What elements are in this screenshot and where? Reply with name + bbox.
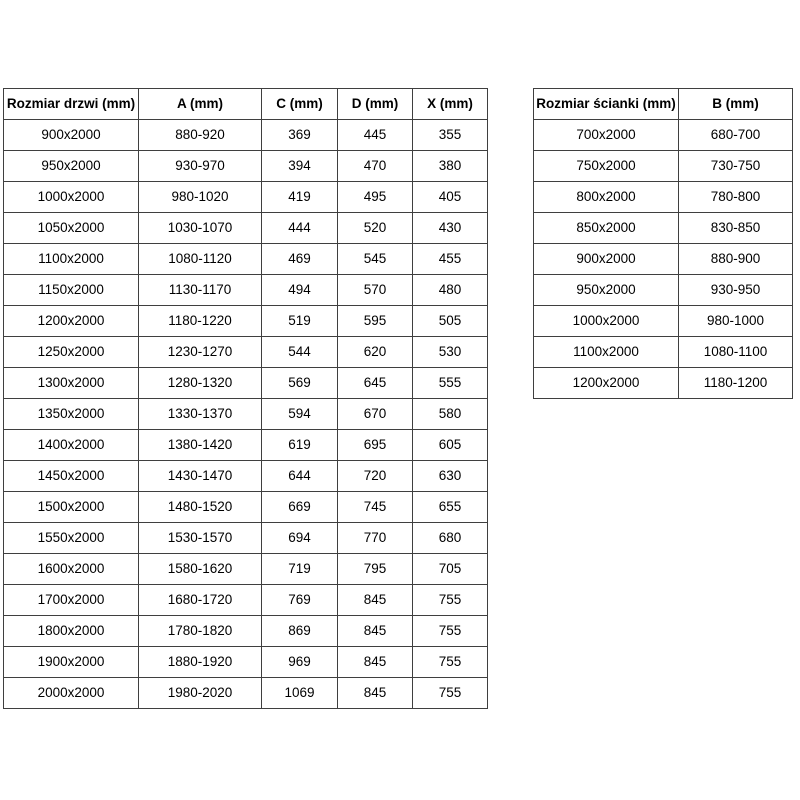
column-header: C (mm) (262, 89, 338, 120)
table-cell: 755 (413, 678, 488, 709)
table-cell: 1350x2000 (4, 399, 139, 430)
table-cell: 755 (413, 585, 488, 616)
table-cell: 419 (262, 182, 338, 213)
table-cell: 900x2000 (534, 244, 679, 275)
table-cell: 1580-1620 (139, 554, 262, 585)
table-row (534, 182, 793, 213)
table-cell: 644 (262, 461, 338, 492)
table-cell: 1400x2000 (4, 430, 139, 461)
table-row (4, 306, 488, 337)
table-cell: 900x2000 (4, 120, 139, 151)
table-cell: 880-920 (139, 120, 262, 151)
table-cell: 519 (262, 306, 338, 337)
table-cell: 850x2000 (534, 213, 679, 244)
table-cell: 1430-1470 (139, 461, 262, 492)
table-cell: 1550x2000 (4, 523, 139, 554)
table-cell: 1250x2000 (4, 337, 139, 368)
table-cell: 494 (262, 275, 338, 306)
table-cell: 355 (413, 120, 488, 151)
table-cell: 770 (338, 523, 413, 554)
table-row (4, 585, 488, 616)
table-cell: 750x2000 (534, 151, 679, 182)
table-cell: 845 (338, 616, 413, 647)
table-cell: 619 (262, 430, 338, 461)
column-header: D (mm) (338, 89, 413, 120)
table-cell: 530 (413, 337, 488, 368)
table-cell: 470 (338, 151, 413, 182)
table-cell: 1000x2000 (4, 182, 139, 213)
table-row (534, 275, 793, 306)
table-cell: 1780-1820 (139, 616, 262, 647)
table-cell: 670 (338, 399, 413, 430)
table-cell: 695 (338, 430, 413, 461)
table-cell: 430 (413, 213, 488, 244)
table-cell: 845 (338, 647, 413, 678)
table-cell: 1530-1570 (139, 523, 262, 554)
table-cell: 980-1020 (139, 182, 262, 213)
table-row (4, 399, 488, 430)
table-cell: 1200x2000 (534, 368, 679, 399)
table-cell: 545 (338, 244, 413, 275)
table-row (534, 244, 793, 275)
table-row (534, 337, 793, 368)
table-row (4, 523, 488, 554)
wall-sizes-table (533, 88, 793, 399)
table-cell: 680 (413, 523, 488, 554)
table-cell: 480 (413, 275, 488, 306)
table-cell: 1450x2000 (4, 461, 139, 492)
table-cell: 755 (413, 647, 488, 678)
table-cell: 845 (338, 678, 413, 709)
table-cell: 1880-1920 (139, 647, 262, 678)
table-cell: 394 (262, 151, 338, 182)
table-row (534, 306, 793, 337)
table-cell: 555 (413, 368, 488, 399)
table-row (4, 275, 488, 306)
table-cell: 1600x2000 (4, 554, 139, 585)
table-cell: 595 (338, 306, 413, 337)
table-row (4, 244, 488, 275)
table-row (4, 182, 488, 213)
table-cell: 469 (262, 244, 338, 275)
table-cell: 1150x2000 (4, 275, 139, 306)
table-row (4, 213, 488, 244)
table-cell: 755 (413, 616, 488, 647)
table-cell: 830-850 (679, 213, 793, 244)
table-cell: 580 (413, 399, 488, 430)
table-cell: 1069 (262, 678, 338, 709)
column-header: X (mm) (413, 89, 488, 120)
table-cell: 1180-1200 (679, 368, 793, 399)
table-cell: 680-700 (679, 120, 793, 151)
table-cell: 1200x2000 (4, 306, 139, 337)
table-cell: 1080-1120 (139, 244, 262, 275)
table-cell: 445 (338, 120, 413, 151)
table-cell: 930-970 (139, 151, 262, 182)
table-cell: 669 (262, 492, 338, 523)
table-cell: 1330-1370 (139, 399, 262, 430)
table-cell: 455 (413, 244, 488, 275)
table-cell: 1000x2000 (534, 306, 679, 337)
table-cell: 1050x2000 (4, 213, 139, 244)
table-row (4, 492, 488, 523)
table-cell: 605 (413, 430, 488, 461)
table-cell: 1230-1270 (139, 337, 262, 368)
table-cell: 1500x2000 (4, 492, 139, 523)
table-cell: 1280-1320 (139, 368, 262, 399)
table-cell: 1180-1220 (139, 306, 262, 337)
table-cell: 520 (338, 213, 413, 244)
table-cell: 1800x2000 (4, 616, 139, 647)
table-cell: 694 (262, 523, 338, 554)
table-cell: 1900x2000 (4, 647, 139, 678)
table-cell: 2000x2000 (4, 678, 139, 709)
column-header: B (mm) (679, 89, 793, 120)
table-cell: 845 (338, 585, 413, 616)
table-cell: 380 (413, 151, 488, 182)
table-cell: 720 (338, 461, 413, 492)
table-cell: 705 (413, 554, 488, 585)
table-row (4, 616, 488, 647)
table-cell: 1980-2020 (139, 678, 262, 709)
table-row (534, 151, 793, 182)
table-cell: 444 (262, 213, 338, 244)
table-row (4, 120, 488, 151)
column-header: A (mm) (139, 89, 262, 120)
table-cell: 1700x2000 (4, 585, 139, 616)
table-cell: 930-950 (679, 275, 793, 306)
table-cell: 880-900 (679, 244, 793, 275)
table-cell: 780-800 (679, 182, 793, 213)
table-row (4, 368, 488, 399)
table-cell: 405 (413, 182, 488, 213)
table-cell: 980-1000 (679, 306, 793, 337)
door-sizes-table (3, 88, 488, 709)
table-cell: 950x2000 (534, 275, 679, 306)
table-row (534, 213, 793, 244)
table-row (534, 120, 793, 151)
table-cell: 569 (262, 368, 338, 399)
table-cell: 645 (338, 368, 413, 399)
table-cell: 544 (262, 337, 338, 368)
table-cell: 795 (338, 554, 413, 585)
table-cell: 505 (413, 306, 488, 337)
header-row (4, 89, 488, 120)
table-row (534, 368, 793, 399)
table-row (4, 647, 488, 678)
table-cell: 1030-1070 (139, 213, 262, 244)
table-cell: 745 (338, 492, 413, 523)
table-cell: 700x2000 (534, 120, 679, 151)
table-row (4, 678, 488, 709)
table-cell: 730-750 (679, 151, 793, 182)
table-cell: 655 (413, 492, 488, 523)
table-row (4, 337, 488, 368)
table-cell: 594 (262, 399, 338, 430)
table-cell: 630 (413, 461, 488, 492)
table-cell: 769 (262, 585, 338, 616)
table-cell: 1080-1100 (679, 337, 793, 368)
header-row (534, 89, 793, 120)
table-cell: 950x2000 (4, 151, 139, 182)
column-header: Rozmiar drzwi (mm) (4, 89, 139, 120)
table-cell: 1300x2000 (4, 368, 139, 399)
table-row (4, 554, 488, 585)
table-cell: 1380-1420 (139, 430, 262, 461)
table-cell: 800x2000 (534, 182, 679, 213)
table-cell: 1100x2000 (4, 244, 139, 275)
column-header: Rozmiar ścianki (mm) (534, 89, 679, 120)
table-cell: 869 (262, 616, 338, 647)
table-cell: 495 (338, 182, 413, 213)
table-cell: 369 (262, 120, 338, 151)
table-cell: 620 (338, 337, 413, 368)
table-cell: 1680-1720 (139, 585, 262, 616)
table-row (4, 430, 488, 461)
table-cell: 719 (262, 554, 338, 585)
table-cell: 1130-1170 (139, 275, 262, 306)
table-cell: 1480-1520 (139, 492, 262, 523)
table-cell: 570 (338, 275, 413, 306)
table-cell: 969 (262, 647, 338, 678)
table-cell: 1100x2000 (534, 337, 679, 368)
table-row (4, 151, 488, 182)
table-row (4, 461, 488, 492)
